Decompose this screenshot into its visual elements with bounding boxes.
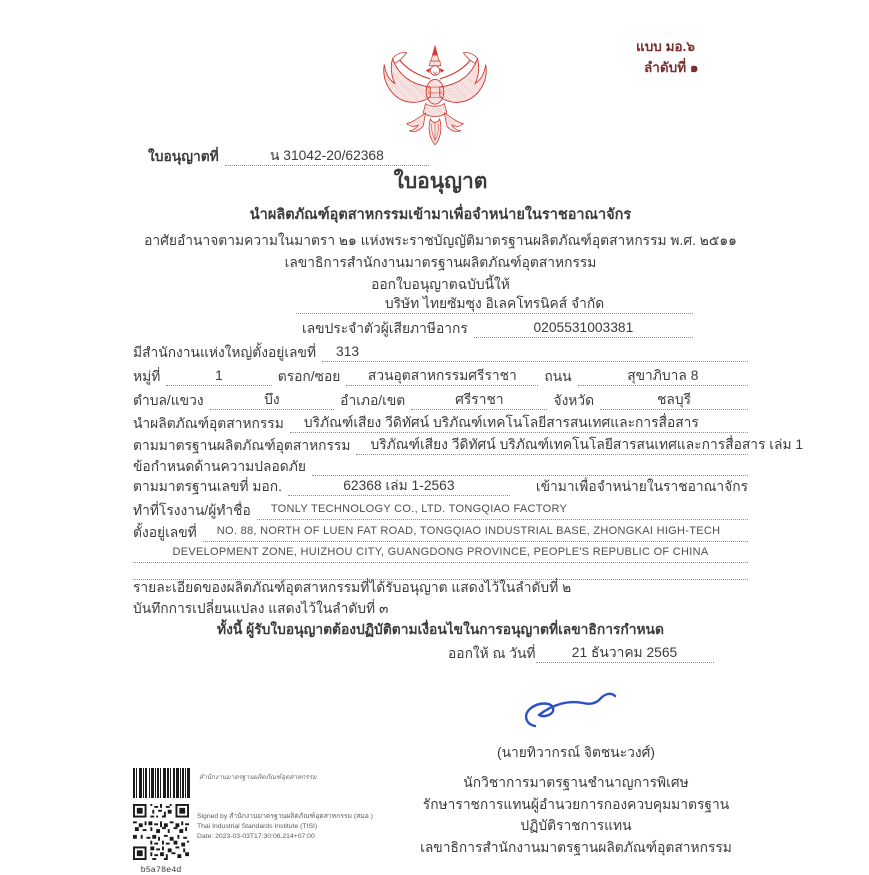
blank-dotted-line bbox=[133, 560, 748, 580]
standard-name: บริภัณฑ์เสียง วีดิทัศน์ บริภัณฑ์เทคโนโลยีสารสนเทศและการสื่อสาร เล่ม 1 bbox=[356, 435, 748, 455]
road-value: สุขาภิบาล 8 bbox=[578, 366, 748, 386]
province-label: จังหวัด bbox=[553, 393, 595, 408]
signatory-title-1: นักวิชาการมาตรฐานชำนาญการพิเศษ bbox=[463, 775, 689, 790]
district-value: ศรีราชา bbox=[411, 390, 547, 410]
moo-label: หมู่ที่ bbox=[133, 369, 161, 384]
issue-date-label: ออกให้ ณ วันที่ bbox=[448, 646, 536, 661]
product-label: นำผลิตภัณฑ์อุตสาหกรรม bbox=[133, 416, 284, 431]
change-note: บันทึกการเปลี่ยนแปลง แสดงไว้ในลำดับที่ ๓ bbox=[133, 601, 389, 616]
signatory-title-4: เลขาธิการสำนักงานมาตรฐานผลิตภัณฑ์อุตสาหกรรม bbox=[420, 839, 732, 855]
signature-block bbox=[408, 690, 744, 858]
factory-address-label: ตั้งอยู่เลขที่ bbox=[133, 525, 197, 540]
factory-address-line2: DEVELOPMENT ZONE, HUIZHOU CITY, GUANGDONG PROVINCE, PEOPLE'S REPUBLIC OF CHINA bbox=[133, 543, 748, 563]
standard-number-label: ตามมาตรฐานเลขที่ มอก. bbox=[133, 479, 282, 494]
standard-row bbox=[133, 435, 804, 455]
verification-block bbox=[133, 768, 433, 875]
safety-row bbox=[133, 457, 748, 476]
company-name-row bbox=[296, 294, 693, 314]
license-number-row bbox=[148, 146, 429, 166]
signed-org-text: Thai Industrial Standards Institute (TISI) bbox=[197, 823, 318, 830]
signatory-title-2: รักษาราชการแทนผู้อำนวยการกองควบคุมมาตรฐาน bbox=[422, 796, 730, 812]
soi-value: สวนอุตสาหกรรมศรีราชา bbox=[346, 366, 538, 386]
garuda-emblem-icon bbox=[376, 40, 494, 160]
soi-label: ตรอก/ซอย bbox=[277, 369, 341, 384]
product-row bbox=[133, 413, 748, 433]
signatory-title-3: ปฏิบัติราชการแทน bbox=[520, 818, 632, 833]
change-note-row bbox=[133, 599, 748, 618]
authority-line-1: อาศัยอำนาจตามความในมาตรา ๒๑ แห่งพระราชบัญญัติมาตรฐานผลิตภัณฑ์อุตสาหกรรม พ.ศ. ๒๕๑๑ bbox=[144, 233, 737, 248]
tax-id-row bbox=[302, 318, 693, 338]
factory-label: ทำที่โรงงาน/ผู้ทำชื่อ bbox=[133, 503, 251, 518]
signatory-name: (นายทิวากรณ์ จิตชนะวงศ์) bbox=[497, 745, 655, 760]
issued-to-label: ออกใบอนุญาตฉบับนี้ให้ bbox=[371, 277, 510, 292]
document-subtitle: นำผลิตภัณฑ์อุตสาหกรรมเข้ามาเพื่อจำหน่ายในราชอาณาจักร bbox=[249, 207, 632, 223]
tax-id-value: 0205531003381 bbox=[474, 318, 693, 338]
safety-label: ข้อกำหนดด้านความปลอดภัย bbox=[133, 459, 306, 474]
condition-note: ทั้งนี้ ผู้รับใบอนุญาตต้องปฏิบัติตามเงื่อนไขในการอนุญาตที่เลขาธิการกำหนด bbox=[217, 622, 664, 637]
product-name: บริภัณฑ์เสียง วีดิทัศน์ บริภัณฑ์เทคโนโลยีสารสนเทศและการสื่อสาร bbox=[290, 413, 748, 433]
tax-id-label: เลขประจำตัวผู้เสียภาษีอากร bbox=[302, 321, 468, 336]
blank-field bbox=[133, 560, 748, 580]
qr-code-icon bbox=[133, 804, 189, 860]
standard-number-row bbox=[133, 476, 748, 496]
address-row-2 bbox=[133, 390, 748, 410]
signature-icon bbox=[521, 690, 631, 734]
form-code: แบบ มอ.๖ bbox=[636, 39, 695, 54]
subdistrict-label: ตำบล/แขวง bbox=[133, 393, 204, 408]
signed-by-text: Signed by สำนักงานมาตรฐานผลิตภัณฑ์อุตสาหกรรม (สมอ.) bbox=[197, 813, 374, 820]
detail-note: รายละเอียดของผลิตภัณฑ์อุตสาหกรรมที่ได้รับอนุญาต แสดงไว้ในลำดับที่ ๒ bbox=[133, 580, 572, 595]
company-name-value: บริษัท ไทยซัมซุง อิเลคโทรนิคส์ จำกัด bbox=[296, 294, 693, 314]
signed-date-text: Date: 2023-03-03T17:30:06.214+07:00 bbox=[197, 833, 315, 840]
district-label: อำเภอ/เขต bbox=[340, 393, 406, 408]
head-office-number: 313 bbox=[322, 342, 748, 362]
license-number-label: ใบอนุญาตที่ bbox=[148, 149, 219, 164]
address-row-1 bbox=[133, 366, 748, 386]
issue-date-row bbox=[448, 643, 714, 663]
factory-address-row-1 bbox=[133, 522, 748, 542]
head-office-row bbox=[133, 342, 748, 362]
standard-label: ตามมาตรฐานผลิตภัณฑ์อุตสาหกรรม bbox=[133, 438, 351, 453]
factory-name: TONLY TECHNOLOGY CO., LTD. TONGQIAO FACTORY bbox=[257, 500, 748, 520]
barcode-caption: สำนักงานมาตรฐานผลิตภัณฑ์อุตสาหกรรม bbox=[199, 774, 317, 781]
form-code-block bbox=[636, 36, 698, 78]
province-value: ชลบุรี bbox=[600, 390, 748, 410]
authority-line-2: เลขาธิการสำนักงานมาตรฐานผลิตภัณฑ์อุตสาหกรรม bbox=[284, 255, 597, 270]
moo-value: 1 bbox=[166, 366, 271, 386]
qr-code-id: b5a78e4d bbox=[140, 865, 182, 875]
purpose-text: เข้ามาเพื่อจำหน่ายในราชอาณาจักร bbox=[535, 479, 748, 494]
license-number-value: น 31042-20/62368 bbox=[225, 146, 429, 166]
standard-number-value: 62368 เล่ม 1-2563 bbox=[288, 476, 510, 496]
sequence-number: ลำดับที่ ๑ bbox=[644, 60, 699, 75]
document-title: ใบอนุญาต bbox=[393, 170, 488, 193]
issue-date-value: 21 ธันวาคม 2565 bbox=[536, 643, 714, 663]
road-label: ถนน bbox=[544, 369, 572, 384]
factory-address-line1: NO. 88, NORTH OF LUEN FAT ROAD, TONGQIAO INDUSTRIAL BASE, ZHONGKAI HIGH-TECH bbox=[203, 522, 748, 542]
subdistrict-value: บึง bbox=[210, 390, 335, 410]
factory-row bbox=[133, 500, 748, 520]
head-office-label: มีสำนักงานแห่งใหญ่ตั้งอยู่เลขที่ bbox=[133, 345, 317, 360]
barcode-icon bbox=[133, 768, 191, 798]
detail-note-row bbox=[133, 578, 748, 597]
